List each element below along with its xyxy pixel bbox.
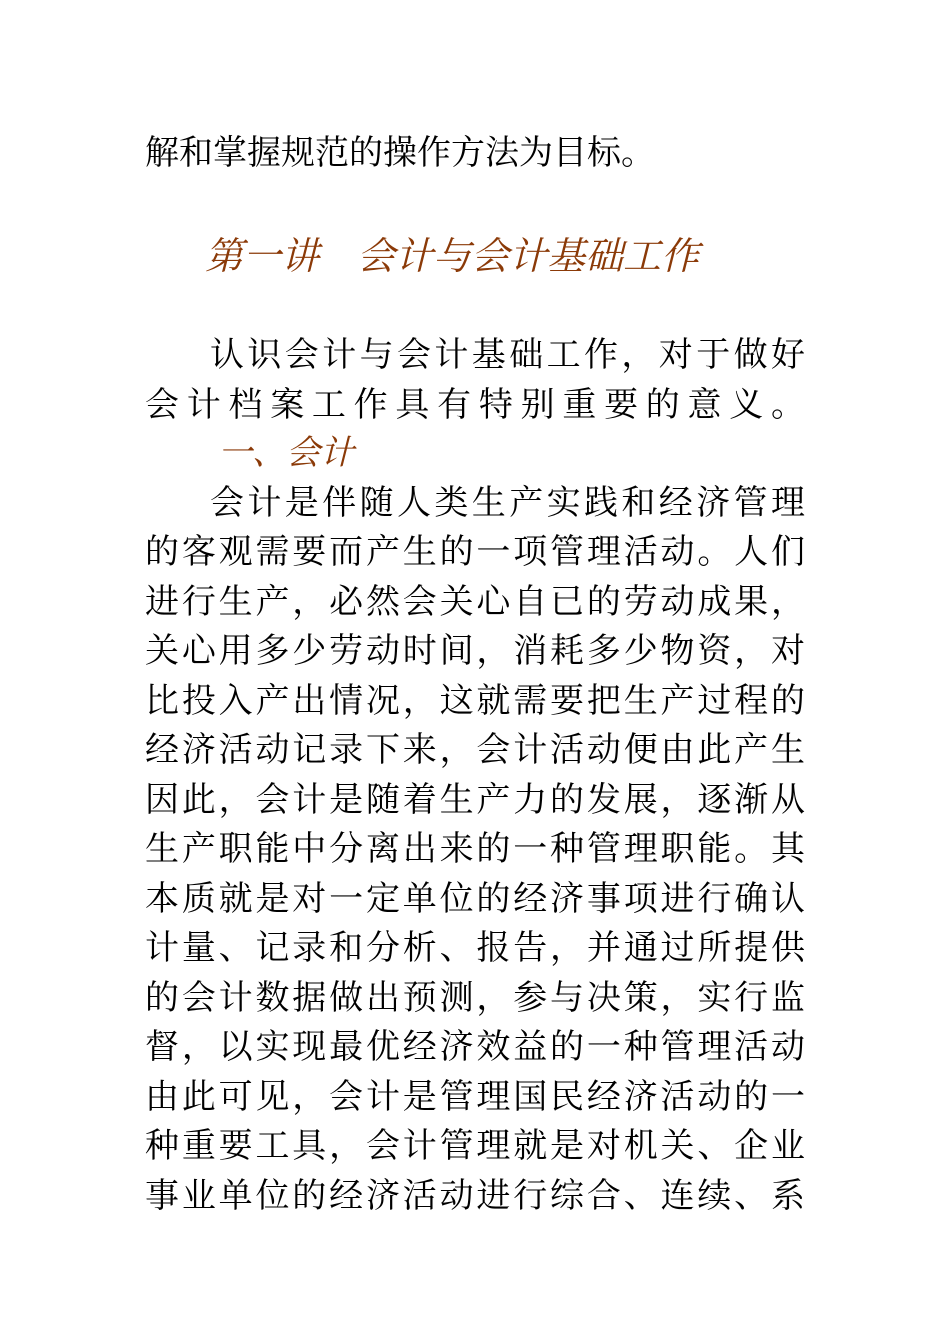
body-line-11: 的会计数据做出预测，参与决策，实行监 — [145, 978, 805, 1018]
body-line-14: 种重要工具，会计管理就是对机关、企业 — [145, 1126, 805, 1166]
body-line-6: 经济活动记录下来，会计活动便由此产生 — [145, 730, 805, 770]
body-line-13: 由此可见，会计是管理国民经济活动的一 — [145, 1077, 805, 1117]
lead-text-line: 解和掌握规范的操作方法为目标。 — [145, 133, 655, 173]
section-heading: 一、会计 — [218, 433, 354, 473]
body-line-10: 计量、记录和分析、报告，并通过所提供 — [145, 928, 805, 968]
chapter-heading: 第一讲 会计与会计基础工作 — [205, 234, 700, 278]
body-line-2: 的客观需要而产生的一项管理活动。人们 — [145, 532, 805, 572]
body-line-3: 进行生产，必然会关心自已的劳动成果， — [145, 582, 805, 622]
body-line-4: 关心用多少劳动时间，消耗多少物资，对 — [145, 631, 805, 671]
body-line-7: 因此，会计是随着生产力的发展，逐渐从 — [145, 780, 805, 820]
body-line-15: 事业单位的经济活动进行综合、连续、系 — [145, 1176, 805, 1216]
intro-line-2: 会计档案工作具有特别重要的意义。 — [145, 385, 805, 425]
body-line-8: 生产职能中分离出来的一种管理职能。其 — [145, 829, 805, 869]
body-line-5: 比投入产出情况，这就需要把生产过程的 — [145, 681, 805, 721]
body-line-1: 会计是伴随人类生产实践和经济管理 — [210, 483, 805, 523]
intro-line-1: 认识会计与会计基础工作，对于做好 — [210, 335, 805, 375]
body-line-12: 督，以实现最优经济效益的一种管理活动 — [145, 1027, 805, 1067]
body-line-9: 本质就是对一定单位的经济事项进行确认 — [145, 879, 805, 919]
